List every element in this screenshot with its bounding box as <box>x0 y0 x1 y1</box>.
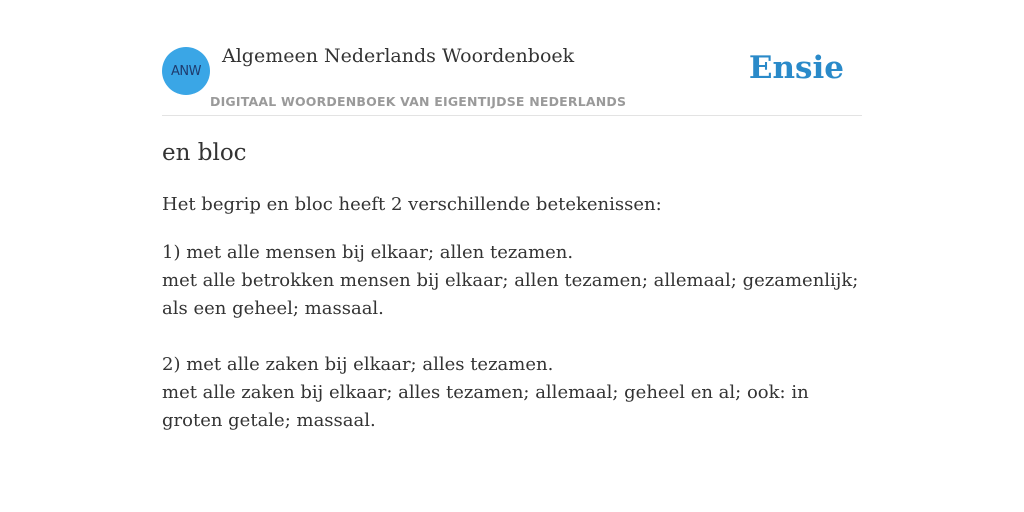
meaning-item <box>162 351 862 435</box>
meaning-definition: met alle betrokken mensen bij elkaar; allen tezamen; allemaal; gezamenlijk; als een geheel; massaal. <box>162 270 859 319</box>
meaning-heading: 2) met alle zaken bij elkaar; alles tezamen. <box>162 354 554 375</box>
meaning-definition: met alle zaken bij elkaar; alles tezamen; allemaal; geheel en al; ook: in groten getale; massaal. <box>162 382 809 431</box>
entry-term: en bloc <box>162 140 247 166</box>
ensie-brand-logo[interactable]: Ensie <box>748 50 844 86</box>
meaning-heading: 1) met alle mensen bij elkaar; allen tezamen. <box>162 242 574 263</box>
anw-logo[interactable]: ANW <box>162 47 210 95</box>
site-subtitle: DIGITAAL WOORDENBOEK VAN EIGENTIJDSE NEDERLANDS <box>210 94 627 109</box>
site-title[interactable]: Algemeen Nederlands Woordenboek <box>222 45 575 67</box>
meaning-item <box>162 239 862 323</box>
entry-intro: Het begrip en bloc heeft 2 verschillende betekenissen: <box>162 194 662 215</box>
header <box>162 0 862 116</box>
meanings-list <box>162 239 862 463</box>
main-container <box>162 0 862 431</box>
